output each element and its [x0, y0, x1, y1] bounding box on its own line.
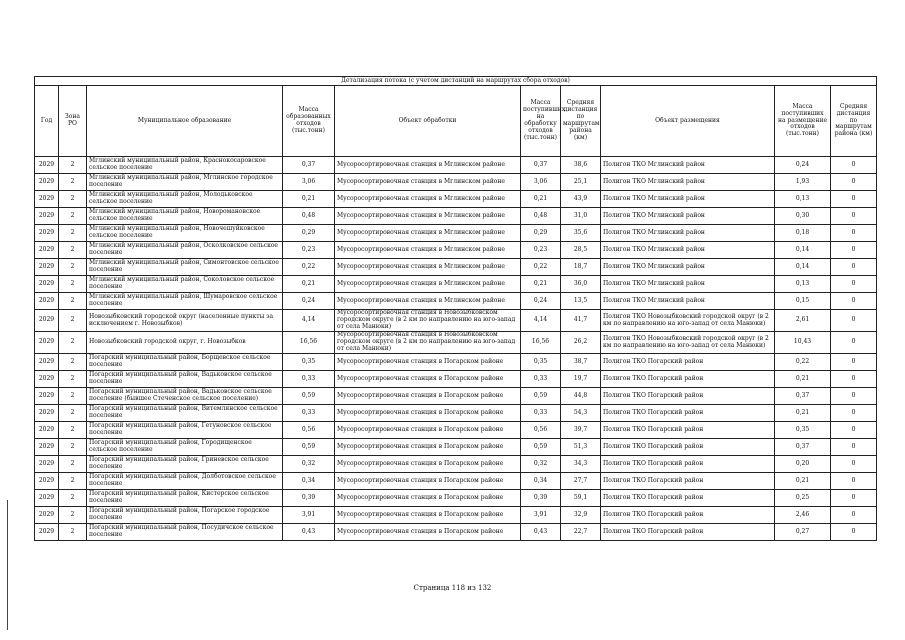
- cell-year: 2029: [35, 354, 59, 371]
- table-row: [35, 422, 877, 439]
- cell-municipality: Погарский муниципальный район, Долботовское сельское поселение: [87, 473, 283, 490]
- cell-mass-to-placement: 0,30: [775, 208, 831, 225]
- cell-avg-distance: 32,9: [561, 507, 601, 524]
- cell-placement-object: Полигон ТКО Погарский район: [601, 371, 775, 388]
- cell-mass-to-processing: 0,48: [521, 208, 561, 225]
- cell-distance: 0: [831, 388, 877, 405]
- cell-municipality: Погарский муниципальный район, Гриневское сельское поселение: [87, 456, 283, 473]
- cell-avg-distance: 25,1: [561, 174, 601, 191]
- header-zone: Зона РО: [59, 86, 87, 157]
- cell-distance: 0: [831, 310, 877, 332]
- cell-placement-object: Полигон ТКО Погарский район: [601, 354, 775, 371]
- cell-processing-object: Мусоросортировочная станция в Мглинском районе: [335, 293, 521, 310]
- cell-mass-to-placement: 0,20: [775, 456, 831, 473]
- cell-mass-to-processing: 0,39: [521, 490, 561, 507]
- cell-municipality: Погарский муниципальный район, Витемлянское сельское поселение: [87, 405, 283, 422]
- cell-zone: 2: [59, 174, 87, 191]
- cell-placement-object: Полигон ТКО Погарский район: [601, 456, 775, 473]
- cell-mass-to-processing: 0,33: [521, 371, 561, 388]
- cell-placement-object: Полигон ТКО Мглинский район: [601, 242, 775, 259]
- cell-zone: 2: [59, 276, 87, 293]
- cell-year: 2029: [35, 490, 59, 507]
- cell-mass-generated: 0,24: [283, 293, 335, 310]
- table-row: [35, 371, 877, 388]
- table-body: [35, 157, 877, 541]
- cell-mass-to-placement: 0,13: [775, 276, 831, 293]
- cell-mass-to-processing: 0,32: [521, 456, 561, 473]
- cell-mass-generated: 0,21: [283, 191, 335, 208]
- cell-avg-distance: 59,1: [561, 490, 601, 507]
- cell-avg-distance: 43,9: [561, 191, 601, 208]
- table-row: [35, 490, 877, 507]
- cell-mass-to-processing: 0,37: [521, 157, 561, 174]
- cell-year: 2029: [35, 473, 59, 490]
- table-row: [35, 208, 877, 225]
- cell-zone: 2: [59, 439, 87, 456]
- cell-distance: 0: [831, 439, 877, 456]
- table-caption: Детализация потока (с учетом дистанций на маршрутах сбора отходов): [35, 77, 877, 86]
- cell-year: 2029: [35, 225, 59, 242]
- cell-processing-object: Мусоросортировочная станция в Мглинском районе: [335, 208, 521, 225]
- cell-placement-object: Полигон ТКО Мглинский район: [601, 174, 775, 191]
- cell-distance: 0: [831, 371, 877, 388]
- cell-avg-distance: 31,0: [561, 208, 601, 225]
- cell-zone: 2: [59, 332, 87, 354]
- cell-avg-distance: 38,6: [561, 157, 601, 174]
- cell-placement-object: Полигон ТКО Мглинский район: [601, 225, 775, 242]
- cell-year: 2029: [35, 332, 59, 354]
- waste-flow-table: [34, 76, 877, 541]
- cell-mass-to-processing: 0,43: [521, 524, 561, 541]
- document-sheet: [34, 76, 876, 541]
- cell-year: 2029: [35, 456, 59, 473]
- cell-processing-object: Мусоросортировочная станция в Мглинском районе: [335, 225, 521, 242]
- header-avg-distance-routes: Средняя дистанция по маршрутам района (км): [561, 86, 601, 157]
- cell-zone: 2: [59, 405, 87, 422]
- cell-mass-generated: 0,33: [283, 405, 335, 422]
- cell-distance: 0: [831, 473, 877, 490]
- table-row: [35, 225, 877, 242]
- table-row: [35, 191, 877, 208]
- header-placement-object: Объект размещения: [601, 86, 775, 157]
- table-row: [35, 310, 877, 332]
- cell-mass-to-processing: 0,29: [521, 225, 561, 242]
- table-row: [35, 524, 877, 541]
- cell-placement-object: Полигон ТКО Мглинский район: [601, 259, 775, 276]
- cell-municipality: Мглинский муниципальный район, Краснокосаровское сельское поселение: [87, 157, 283, 174]
- cell-municipality: Мглинский муниципальный район, Осколковское сельское поселение: [87, 242, 283, 259]
- cell-mass-generated: 0,35: [283, 354, 335, 371]
- cell-avg-distance: 27,7: [561, 473, 601, 490]
- table-row: [35, 276, 877, 293]
- cell-processing-object: Мусоросортировочная станция в Погарском районе: [335, 456, 521, 473]
- cell-placement-object: Полигон ТКО Погарский район: [601, 422, 775, 439]
- cell-zone: 2: [59, 293, 87, 310]
- cell-municipality: Погарский муниципальный район, Посудичское сельское поселение: [87, 524, 283, 541]
- cell-mass-to-placement: 0,14: [775, 242, 831, 259]
- cell-mass-to-placement: 0,13: [775, 191, 831, 208]
- table-row: [35, 405, 877, 422]
- cell-avg-distance: 36,0: [561, 276, 601, 293]
- cell-distance: 0: [831, 174, 877, 191]
- cell-municipality: Новозыбковский городской округ (населенные пункты за исключением г. Новозыбков): [87, 310, 283, 332]
- cell-avg-distance: 51,3: [561, 439, 601, 456]
- cell-mass-to-processing: 0,34: [521, 473, 561, 490]
- cell-mass-to-processing: 0,21: [521, 191, 561, 208]
- cell-placement-object: Полигон ТКО Мглинский район: [601, 276, 775, 293]
- cell-mass-generated: 3,91: [283, 507, 335, 524]
- page-number: Страница 118 из 132: [413, 584, 492, 592]
- table-row: [35, 157, 877, 174]
- header-year: Год: [35, 86, 59, 157]
- cell-mass-to-processing: 0,59: [521, 388, 561, 405]
- cell-placement-object: Полигон ТКО Погарский район: [601, 490, 775, 507]
- cell-year: 2029: [35, 388, 59, 405]
- table-row: [35, 439, 877, 456]
- table-row: [35, 259, 877, 276]
- cell-avg-distance: 41,7: [561, 310, 601, 332]
- cell-mass-generated: 0,23: [283, 242, 335, 259]
- cell-mass-generated: 16,56: [283, 332, 335, 354]
- cell-distance: 0: [831, 191, 877, 208]
- cell-processing-object: Мусоросортировочная станция в Погарском районе: [335, 490, 521, 507]
- cell-year: 2029: [35, 157, 59, 174]
- cell-year: 2029: [35, 405, 59, 422]
- cell-zone: 2: [59, 422, 87, 439]
- cell-year: 2029: [35, 293, 59, 310]
- cell-processing-object: Мусоросортировочная станция в Погарском районе: [335, 388, 521, 405]
- cell-mass-generated: 0,22: [283, 259, 335, 276]
- cell-mass-generated: 0,29: [283, 225, 335, 242]
- cell-mass-generated: 0,43: [283, 524, 335, 541]
- cell-municipality: Новозыбковский городской округ, г. Новозыбков: [87, 332, 283, 354]
- cell-distance: 0: [831, 225, 877, 242]
- cell-mass-to-placement: 2,61: [775, 310, 831, 332]
- cell-mass-to-placement: 0,18: [775, 225, 831, 242]
- cell-municipality: Погарский муниципальный район, Вадьковское сельское поселение (бывшее Стеченское сельское поселение): [87, 388, 283, 405]
- cell-avg-distance: 28,5: [561, 242, 601, 259]
- cell-municipality: Погарский муниципальный район, Борщевское сельское поселение: [87, 354, 283, 371]
- cell-distance: 0: [831, 456, 877, 473]
- cell-processing-object: Мусоросортировочная станция в Погарском районе: [335, 507, 521, 524]
- cell-placement-object: Полигон ТКО Мглинский район: [601, 208, 775, 225]
- cell-placement-object: Полигон ТКО Новозыбковский городской округ (в 2 км по направлению на юго-запад от села Манюки): [601, 310, 775, 332]
- cell-mass-generated: 3,06: [283, 174, 335, 191]
- cell-zone: 2: [59, 507, 87, 524]
- cell-processing-object: Мусоросортировочная станция в Погарском районе: [335, 439, 521, 456]
- cell-municipality: Мглинский муниципальный район, Симонтовское сельское поселение: [87, 259, 283, 276]
- table-row: [35, 174, 877, 191]
- cell-distance: 0: [831, 490, 877, 507]
- cell-mass-to-processing: 0,22: [521, 259, 561, 276]
- cell-mass-to-placement: 10,43: [775, 332, 831, 354]
- header-mass-generated: Масса образованных отходов (тыс.тонн): [283, 86, 335, 157]
- cell-zone: 2: [59, 456, 87, 473]
- cell-processing-object: Мусоросортировочная станция в Погарском районе: [335, 473, 521, 490]
- cell-mass-to-processing: 3,06: [521, 174, 561, 191]
- cell-processing-object: Мусоросортировочная станция в Мглинском районе: [335, 259, 521, 276]
- cell-municipality: Погарский муниципальный район, Гетуновское сельское поселение: [87, 422, 283, 439]
- cell-mass-generated: 0,21: [283, 276, 335, 293]
- cell-distance: 0: [831, 354, 877, 371]
- cell-zone: 2: [59, 208, 87, 225]
- cell-zone: 2: [59, 225, 87, 242]
- cell-avg-distance: 44,8: [561, 388, 601, 405]
- cell-mass-generated: 0,37: [283, 157, 335, 174]
- cell-mass-generated: 0,59: [283, 439, 335, 456]
- table-row: [35, 507, 877, 524]
- cell-municipality: Мглинский муниципальный район, Новочешуйковское сельское поселение: [87, 225, 283, 242]
- cell-zone: 2: [59, 310, 87, 332]
- cell-mass-to-processing: 0,33: [521, 405, 561, 422]
- cell-avg-distance: 38,7: [561, 354, 601, 371]
- cell-mass-generated: 0,34: [283, 473, 335, 490]
- cell-mass-to-placement: 0,27: [775, 524, 831, 541]
- cell-placement-object: Полигон ТКО Новозыбковский городской округ (в 2 км по направлению на юго-запад от села Манюки): [601, 332, 775, 354]
- header-processing-object: Объект обработки: [335, 86, 521, 157]
- cell-distance: 0: [831, 507, 877, 524]
- cell-processing-object: Мусоросортировочная станция в Погарском районе: [335, 524, 521, 541]
- cell-year: 2029: [35, 208, 59, 225]
- cell-placement-object: Полигон ТКО Мглинский район: [601, 157, 775, 174]
- header-mass-to-placement: Масса поступивших на размещение отходов (тыс.тонн): [775, 86, 831, 157]
- cell-year: 2029: [35, 259, 59, 276]
- table-row: [35, 456, 877, 473]
- cell-avg-distance: 19,7: [561, 371, 601, 388]
- cell-placement-object: Полигон ТКО Погарский район: [601, 439, 775, 456]
- cell-mass-to-placement: 0,15: [775, 293, 831, 310]
- cell-year: 2029: [35, 310, 59, 332]
- cell-mass-to-processing: 16,56: [521, 332, 561, 354]
- cell-avg-distance: 39,7: [561, 422, 601, 439]
- cell-avg-distance: 13,5: [561, 293, 601, 310]
- cell-municipality: Мглинский муниципальный район, Соколовское сельское поселение: [87, 276, 283, 293]
- cell-processing-object: Мусоросортировочная станция в Погарском районе: [335, 422, 521, 439]
- cell-mass-generated: 0,32: [283, 456, 335, 473]
- cell-municipality: Погарский муниципальный район, Кистерское сельское поселение: [87, 490, 283, 507]
- cell-processing-object: Мусоросортировочная станция в Погарском районе: [335, 354, 521, 371]
- cell-avg-distance: 22,7: [561, 524, 601, 541]
- cell-year: 2029: [35, 191, 59, 208]
- cell-mass-to-processing: 0,24: [521, 293, 561, 310]
- cell-municipality: Мглинский муниципальный район, Мглинское городское поселение: [87, 174, 283, 191]
- header-municipality: Муниципальное образование: [87, 86, 283, 157]
- cell-zone: 2: [59, 354, 87, 371]
- cell-mass-generated: 0,33: [283, 371, 335, 388]
- cell-avg-distance: 26,2: [561, 332, 601, 354]
- cell-mass-to-placement: 0,25: [775, 490, 831, 507]
- cell-municipality: Погарский муниципальный район, Городищенское сельское поселение: [87, 439, 283, 456]
- cell-placement-object: Полигон ТКО Погарский район: [601, 473, 775, 490]
- cell-avg-distance: 34,3: [561, 456, 601, 473]
- cell-year: 2029: [35, 174, 59, 191]
- cell-mass-generated: 0,56: [283, 422, 335, 439]
- cell-placement-object: Полигон ТКО Мглинский район: [601, 191, 775, 208]
- cell-distance: 0: [831, 157, 877, 174]
- cell-mass-to-placement: 1,93: [775, 174, 831, 191]
- cell-mass-to-placement: 0,14: [775, 259, 831, 276]
- table-row: [35, 388, 877, 405]
- header-avg-distance-district: Средняя дистанция по маршрутам района (км): [831, 86, 877, 157]
- cell-zone: 2: [59, 388, 87, 405]
- table-row: [35, 473, 877, 490]
- cell-municipality: Погарский муниципальный район, Вадьковское сельское поселение: [87, 371, 283, 388]
- cell-mass-generated: 0,39: [283, 490, 335, 507]
- cell-avg-distance: 54,3: [561, 405, 601, 422]
- cell-placement-object: Полигон ТКО Погарский район: [601, 507, 775, 524]
- cell-mass-to-placement: 0,35: [775, 422, 831, 439]
- cell-distance: 0: [831, 259, 877, 276]
- cell-placement-object: Полигон ТКО Погарский район: [601, 405, 775, 422]
- cell-year: 2029: [35, 371, 59, 388]
- cell-zone: 2: [59, 524, 87, 541]
- cell-distance: 0: [831, 293, 877, 310]
- cell-mass-to-processing: 4,14: [521, 310, 561, 332]
- cell-year: 2029: [35, 276, 59, 293]
- cell-zone: 2: [59, 371, 87, 388]
- cell-placement-object: Полигон ТКО Погарский район: [601, 388, 775, 405]
- cell-municipality: Мглинский муниципальный район, Молодьковское сельское поселение: [87, 191, 283, 208]
- cell-mass-to-processing: 0,35: [521, 354, 561, 371]
- cell-mass-to-placement: 0,21: [775, 405, 831, 422]
- table-row: [35, 293, 877, 310]
- cell-distance: 0: [831, 422, 877, 439]
- cell-mass-to-placement: 0,21: [775, 371, 831, 388]
- table-row: [35, 332, 877, 354]
- cell-avg-distance: 35,6: [561, 225, 601, 242]
- cell-municipality: Мглинский муниципальный район, Новоромановское сельское поселение: [87, 208, 283, 225]
- cell-mass-to-processing: 0,59: [521, 439, 561, 456]
- cell-mass-generated: 4,14: [283, 310, 335, 332]
- cell-year: 2029: [35, 242, 59, 259]
- cell-distance: 0: [831, 276, 877, 293]
- table-row: [35, 354, 877, 371]
- cell-processing-object: Мусоросортировочная станция в Мглинском районе: [335, 276, 521, 293]
- cell-mass-to-placement: 2,46: [775, 507, 831, 524]
- cell-processing-object: Мусоросортировочная станция в Мглинском районе: [335, 242, 521, 259]
- header-mass-to-processing: Масса поступивших на обработку отходов (тыс.тонн): [521, 86, 561, 157]
- cell-mass-to-placement: 0,22: [775, 354, 831, 371]
- cell-processing-object: Мусоросортировочная станция в Мглинском районе: [335, 191, 521, 208]
- cell-year: 2029: [35, 422, 59, 439]
- cell-avg-distance: 18,7: [561, 259, 601, 276]
- cell-mass-to-placement: 0,21: [775, 473, 831, 490]
- cell-zone: 2: [59, 191, 87, 208]
- cell-year: 2029: [35, 524, 59, 541]
- cell-zone: 2: [59, 157, 87, 174]
- cell-mass-generated: 0,59: [283, 388, 335, 405]
- cell-distance: 0: [831, 405, 877, 422]
- cell-processing-object: Мусоросортировочная станция в Новозыбковском городском округе (в 2 км по направлению на юго-запад от села Манюки): [335, 332, 521, 354]
- cell-processing-object: Мусоросортировочная станция в Мглинском районе: [335, 157, 521, 174]
- table-row: [35, 242, 877, 259]
- cell-distance: 0: [831, 208, 877, 225]
- cell-placement-object: Полигон ТКО Мглинский район: [601, 293, 775, 310]
- cell-municipality: Погарский муниципальный район, Погарское городское поселение: [87, 507, 283, 524]
- cell-distance: 0: [831, 242, 877, 259]
- cell-mass-to-processing: 0,21: [521, 276, 561, 293]
- cell-year: 2029: [35, 439, 59, 456]
- cell-mass-to-placement: 0,37: [775, 388, 831, 405]
- cell-zone: 2: [59, 490, 87, 507]
- cell-processing-object: Мусоросортировочная станция в Погарском районе: [335, 405, 521, 422]
- scan-edge-line: [7, 500, 8, 630]
- cell-zone: 2: [59, 473, 87, 490]
- cell-processing-object: Мусоросортировочная станция в Погарском районе: [335, 371, 521, 388]
- cell-mass-to-placement: 0,24: [775, 157, 831, 174]
- cell-mass-to-placement: 0,37: [775, 439, 831, 456]
- cell-municipality: Мглинский муниципальный район, Шумаровское сельское поселение: [87, 293, 283, 310]
- cell-zone: 2: [59, 242, 87, 259]
- cell-year: 2029: [35, 507, 59, 524]
- cell-processing-object: Мусоросортировочная станция в Новозыбковском городском округе (в 2 км по направлению на юго-запад от села Манюки): [335, 310, 521, 332]
- cell-distance: 0: [831, 524, 877, 541]
- cell-processing-object: Мусоросортировочная станция в Мглинском районе: [335, 174, 521, 191]
- cell-mass-to-processing: 3,91: [521, 507, 561, 524]
- cell-zone: 2: [59, 259, 87, 276]
- cell-mass-generated: 0,48: [283, 208, 335, 225]
- cell-mass-to-processing: 0,23: [521, 242, 561, 259]
- cell-placement-object: Полигон ТКО Погарский район: [601, 524, 775, 541]
- cell-distance: 0: [831, 332, 877, 354]
- cell-mass-to-processing: 0,56: [521, 422, 561, 439]
